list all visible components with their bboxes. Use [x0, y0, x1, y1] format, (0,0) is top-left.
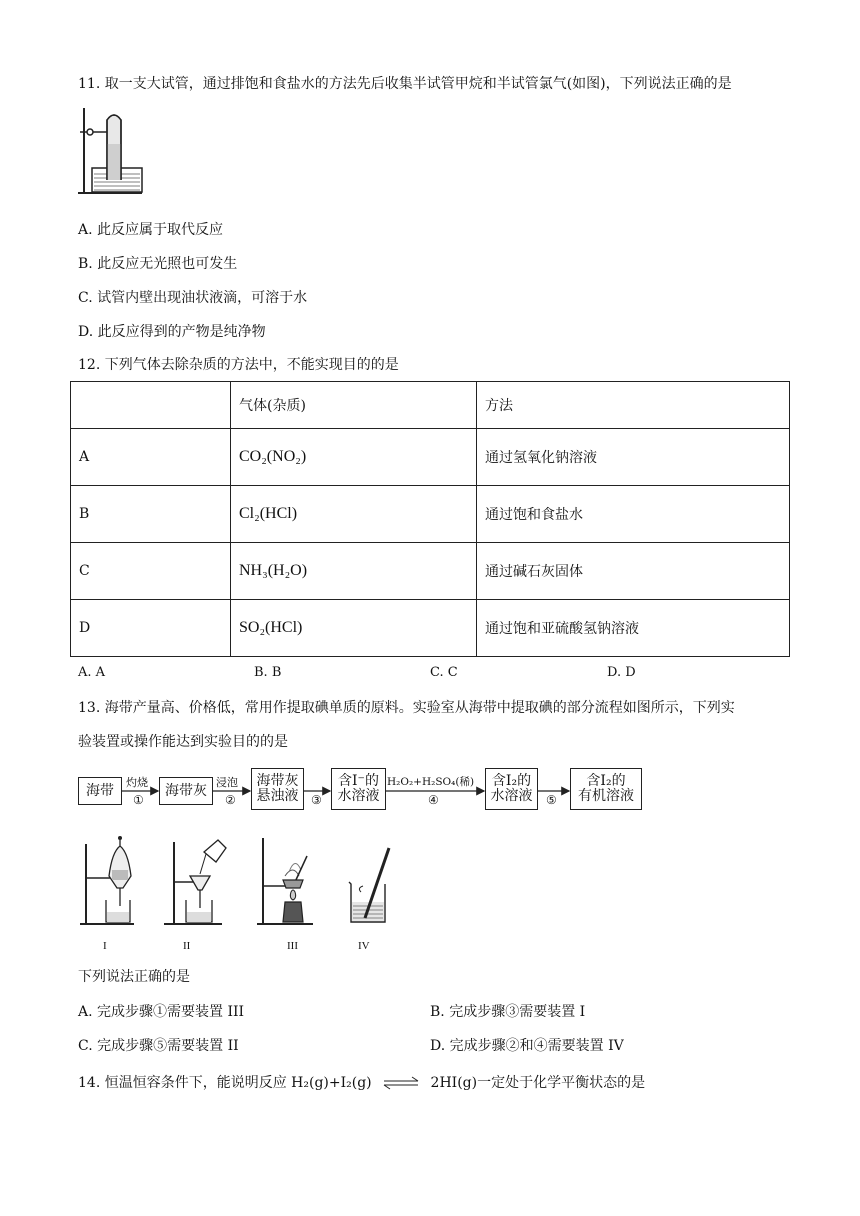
q14-stem-after: 2HI(g)一定处于化学平衡状态的是	[430, 1075, 646, 1091]
flow-box-text: 含I⁻的	[338, 773, 379, 789]
row-method: 通过碱石灰固体	[477, 543, 790, 600]
table-header-method: 方法	[477, 382, 790, 429]
q13-option-a: A. 完成步骤①需要装置 III	[78, 1004, 245, 1020]
flow-label-soak: 浸泡	[216, 776, 238, 789]
row-method: 通过氢氧化钠溶液	[477, 429, 790, 486]
apparatus-label-4: IV	[358, 940, 370, 952]
row-label: D	[71, 600, 231, 657]
flow-step-5: ⑤	[546, 793, 557, 807]
q12-choice-b: B. B	[254, 665, 282, 680]
flow-label-oxidize: H₂O₂+H₂SO₄(稀)	[387, 776, 475, 788]
q11-option-c: C. 试管内壁出现油状液滴，可溶于水	[78, 290, 308, 306]
flow-box-text: 悬浊液	[256, 788, 299, 804]
flow-box-text: 海带灰	[165, 782, 207, 799]
apparatus-label-3: III	[287, 940, 298, 952]
flow-box-text: 海带灰	[256, 773, 299, 789]
q13-stem-line1: 13. 海带产量高、价格低，常用作提取碘单质的原料。实验室从海带中提取碘的部分流程如图所示，下列实	[78, 700, 735, 716]
row-gas: Cl₂(HCl)	[231, 486, 477, 543]
flow-step-3: ③	[311, 793, 322, 807]
q13-option-d: D. 完成步骤②和④需要装置 IV	[430, 1038, 624, 1054]
flow-label-burn: 灼烧	[126, 776, 148, 789]
row-gas: SO₂(HCl)	[231, 600, 477, 657]
q14-stem	[78, 1074, 645, 1092]
apparatus-crucible-heating	[255, 836, 317, 928]
q13-prompt: 下列说法正确的是	[78, 969, 190, 985]
q13-option-b: B. 完成步骤③需要装置 I	[430, 1004, 586, 1020]
row-label: A	[71, 429, 231, 486]
apparatus-beaker-stirring	[345, 844, 393, 926]
apparatus-filtration	[160, 834, 230, 928]
row-gas: NH₃(H₂O)	[231, 543, 477, 600]
q12-choice-c: C. C	[430, 665, 458, 680]
apparatus-separatory-funnel	[76, 836, 138, 928]
table-header-gas: 气体(杂质)	[231, 382, 477, 429]
flow-box-text: 水溶液	[337, 788, 380, 804]
q14-stem-before: 14. 恒温恒容条件下，能说明反应 H₂(g)+I₂(g)	[78, 1075, 372, 1091]
q11-option-d: D. 此反应得到的产物是纯净物	[78, 324, 266, 340]
row-label: B	[71, 486, 231, 543]
flow-box-text: 含I₂的	[586, 773, 626, 789]
q11-option-a: A. 此反应属于取代反应	[78, 222, 224, 238]
row-method: 通过饱和食盐水	[477, 486, 790, 543]
flow-step-4: ④	[428, 793, 439, 807]
flow-step-2: ②	[225, 793, 236, 807]
q12-choice-a: A. A	[78, 665, 106, 680]
q13-stem-line2: 验装置或操作能达到实验目的的是	[78, 734, 288, 750]
flow-box-text: 海带	[86, 782, 114, 799]
row-label: C	[71, 543, 231, 600]
reversible-arrow-icon	[380, 1076, 422, 1090]
apparatus-label-2: II	[183, 940, 191, 952]
q11-stem: 11. 取一支大试管，通过排饱和食盐水的方法先后收集半试管甲烷和半试管氯气(如图)，下列说法正确的是	[78, 76, 732, 92]
flow-box-text: 有机溶液	[578, 788, 634, 804]
q12-stem: 12. 下列气体去除杂质的方法中，不能实现目的的是	[78, 357, 399, 373]
row-method: 通过饱和亚硫酸氢钠溶液	[477, 600, 790, 657]
row-gas: CO₂(NO₂)	[231, 429, 477, 486]
apparatus-label-1: I	[103, 940, 107, 952]
flow-step-1: ①	[133, 793, 144, 807]
flow-box-text: 含I₂的	[491, 773, 532, 789]
q13-option-c: C. 完成步骤⑤需要装置 II	[78, 1038, 239, 1054]
q11-option-b: B. 此反应无光照也可发生	[78, 256, 238, 272]
q12-choice-d: D. D	[607, 665, 636, 680]
flow-box-text: 水溶液	[490, 788, 533, 804]
